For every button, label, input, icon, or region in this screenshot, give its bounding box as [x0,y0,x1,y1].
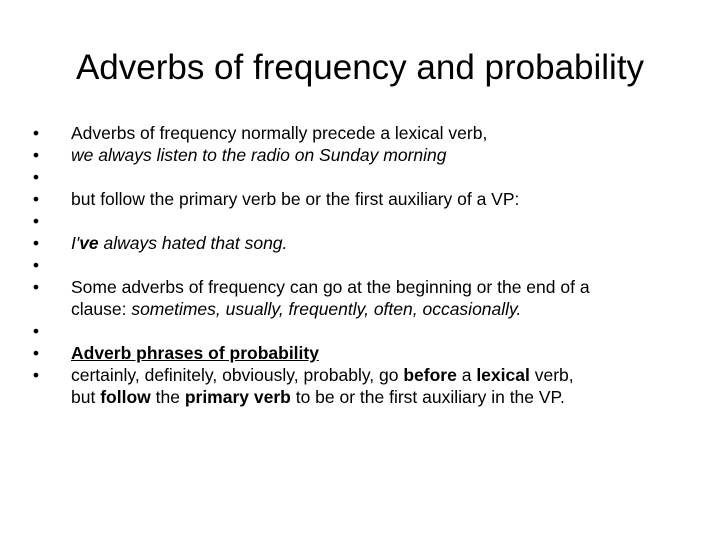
list-item [30,276,690,320]
bold-term: lexical [476,365,530,385]
bullet-icon: • [32,145,40,165]
bullet-icon: • [32,255,40,275]
example-sentence: we always listen to the radio on Sunday morning [71,145,447,165]
list-item [30,342,690,364]
text-segment: certainly, definitely, obviously, probably, go [71,365,404,385]
bullet-icon: • [32,233,40,253]
item-text: Some adverbs of frequency can go at the beginning or the end of a [71,277,590,297]
section-heading: Adverb phrases of probability [71,343,319,363]
bullet-icon: • [32,321,40,341]
example-prefix: I' [71,233,80,253]
bullet-icon: • [32,167,40,187]
bullet-icon: • [32,365,40,385]
bullet-list [30,122,690,408]
bullet-icon: • [32,123,40,143]
example-bold-contraction: ve [79,233,99,253]
item-text-line2 [71,387,565,407]
adverb-examples: sometimes, usually, frequently, often, occasionally. [131,299,522,319]
item-text: Adverbs of frequency normally precede a lexical verb, [71,123,488,143]
list-item [30,122,690,144]
empty-list-item [30,254,690,276]
empty-list-item [30,320,690,342]
bold-term: primary verb [184,387,291,407]
bullet-icon: • [32,343,40,363]
empty-list-item [30,166,690,188]
slide-title: Adverbs of frequency and probability [75,48,645,87]
empty-list-item [30,210,690,232]
list-item [30,144,690,166]
item-text-line2-prefix: clause: [71,299,132,319]
text-segment: verb, [529,365,574,385]
bullet-icon: • [32,211,40,231]
bold-term: before [403,365,457,385]
text-segment: the [150,387,185,407]
bullet-icon: • [32,277,40,297]
list-item [30,232,690,254]
item-text [71,365,574,385]
text-segment: but [71,387,101,407]
text-segment: to be or the first auxiliary in the VP. [290,387,565,407]
item-text: but follow the primary verb be or the first auxiliary of a VP: [71,189,520,209]
item-text-line2 [71,299,521,319]
list-item [30,188,690,210]
bold-term: follow [100,387,151,407]
list-item [30,364,690,408]
example-suffix: always hated that song. [98,233,288,253]
text-segment: a [456,365,477,385]
example-sentence [71,233,287,253]
bullet-icon: • [32,189,40,209]
